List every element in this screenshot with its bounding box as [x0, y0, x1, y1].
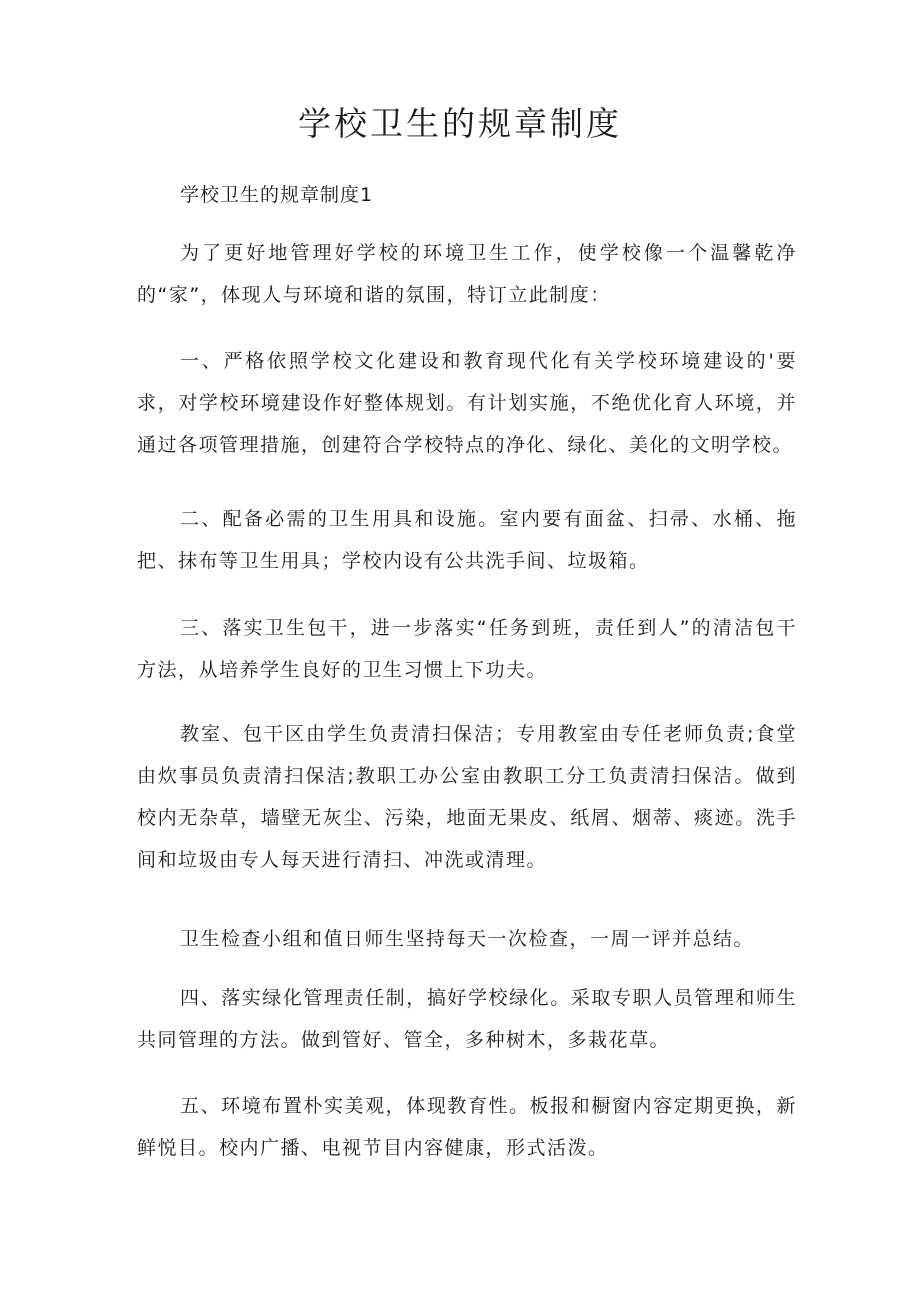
paragraph-item-3: 三、落实卫生包干，进一步落实“任务到班，责任到人”的清洁包干方法，从培养学生良好的卫生习惯上下功夫。 [137, 617, 797, 681]
document-title: 学校卫生的规章制度 [298, 104, 622, 143]
section-heading: 学校卫生的规章制度1 [180, 184, 374, 206]
paragraph-item-2: 二、配备必需的卫生用具和设施。室内要有面盆、扫帚、水桶、拖把、抹布等卫生用具；学校内设有公共洗手间、垃圾箱。 [137, 508, 797, 572]
paragraph-item-5: 五、环境布置朴实美观，体现教育性。板报和橱窗内容定期更换，新鲜悦目。校内广播、电视节目内容健康，形式活泼。 [137, 1095, 797, 1159]
paragraph-cleaning-duties: 教室、包干区由学生负责清扫保洁；专用教室由专任老师负责;食堂由炊事员负责清扫保洁;教职工办公室由教职工分工负责清扫保洁。做到校内无杂草，墙壁无灰尘、污染，地面无果皮、纸屑、烟蒂、痰迹。洗手间和垃圾由专人每天进行清扫、冲洗或清理。 [137, 723, 797, 871]
paragraph-inspection: 卫生检查小组和值日师生坚持每天一次检查，一周一评并总结。 [180, 928, 755, 950]
paragraph-item-4: 四、落实绿化管理责任制，搞好学校绿化。采取专职人员管理和师生共同管理的方法。做到管好、管全，多种树木，多栽花草。 [137, 987, 797, 1051]
paragraph-intro: 为了更好地管理好学校的环境卫生工作，使学校像一个温馨乾净的“家”，体现人与环境和谐的氛围，特订立此制度： [137, 242, 797, 306]
paragraph-item-1: 一、严格依照学校文化建设和教育现代化有关学校环境建设的'要求，对学校环境建设作好整体规划。有计划实施，不绝优化育人环境，并通过各项管理措施，创建符合学校特点的净化、绿化、美化的文明学校。 [137, 350, 797, 456]
